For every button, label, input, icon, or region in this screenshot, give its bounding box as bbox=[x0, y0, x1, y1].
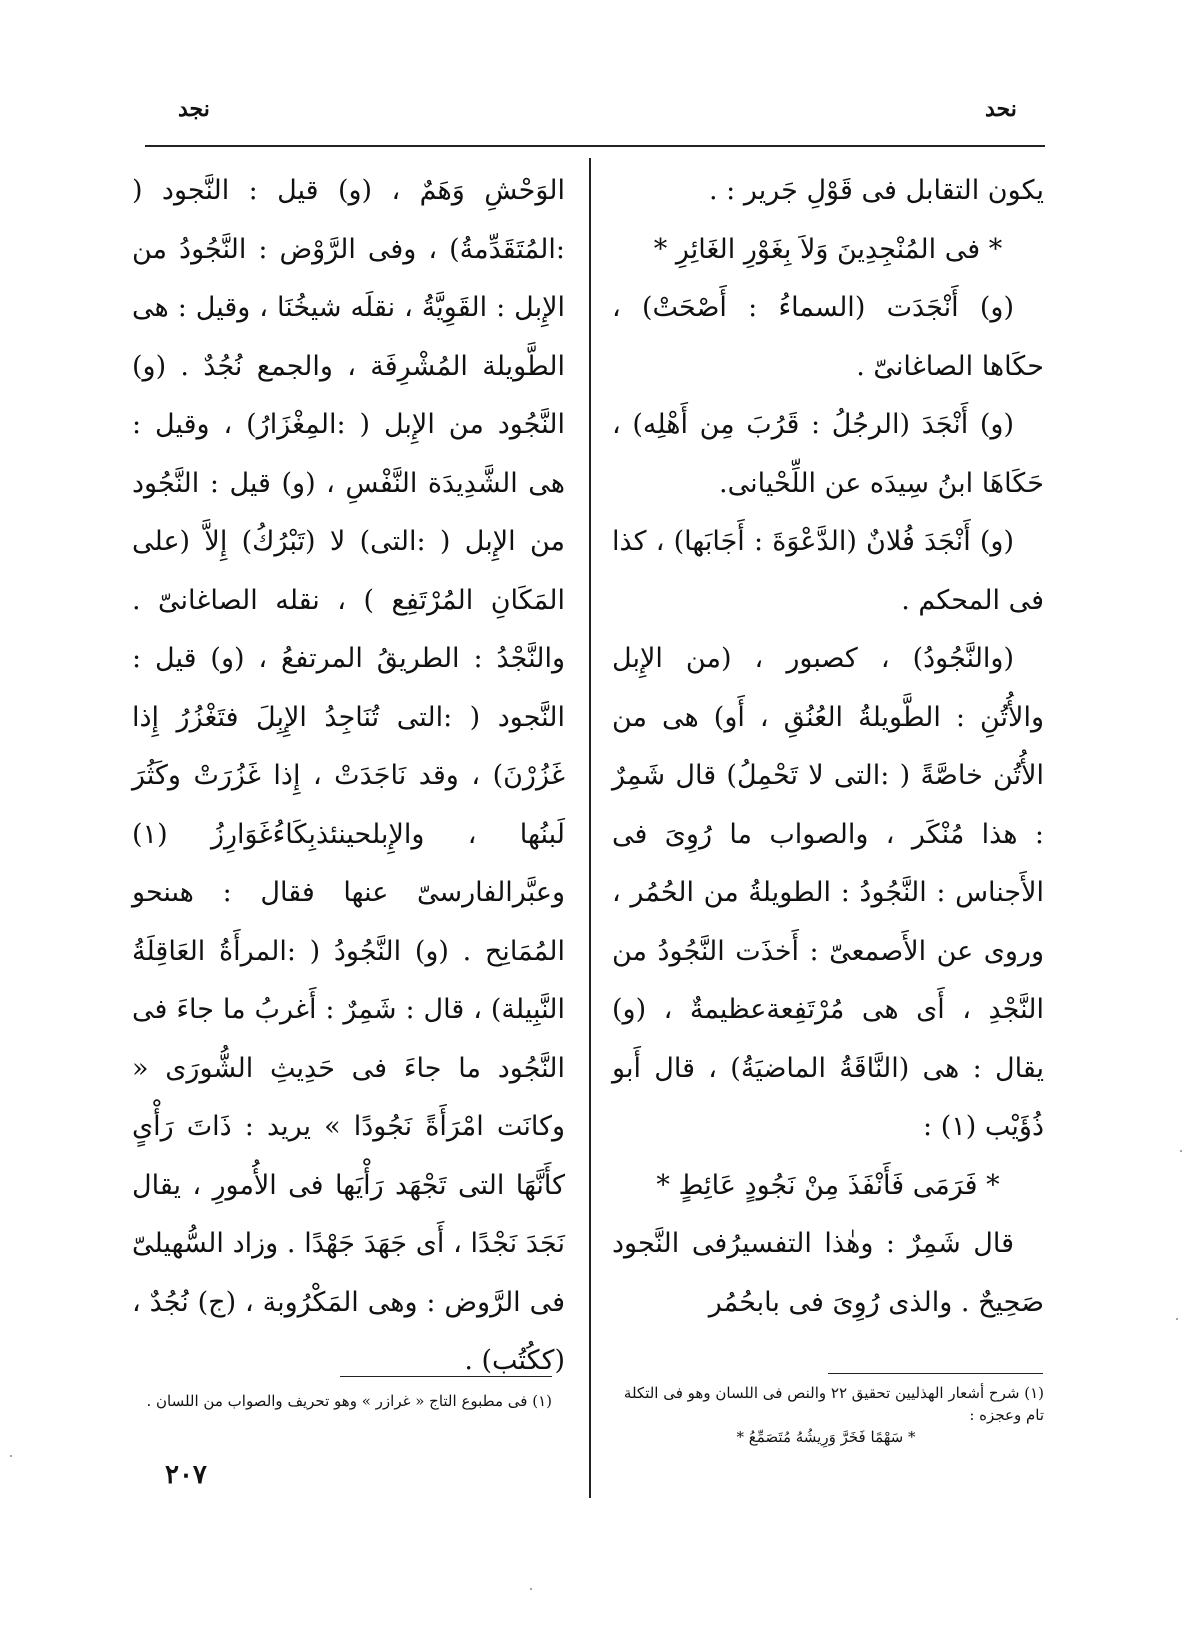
column-divider bbox=[589, 158, 591, 1498]
right-col-line: يكون التقابل فى قَوْلِ جَرير : . bbox=[709, 175, 1044, 206]
footnote-rule-right bbox=[828, 1373, 1043, 1374]
footnote-left bbox=[128, 1390, 552, 1412]
verse-line: * فَرَمَى فَأَنْفَذَ مِنْ نَجُودٍ عَائِطٍ * bbox=[656, 1169, 1000, 1201]
entry-paragraph: (و) أَنْجَدَت (السماءُ : أَصْحَتْ) ، حكَاها الصاغانىّ . bbox=[612, 292, 1044, 382]
right-column bbox=[612, 162, 1044, 1332]
entry-paragraph: الوَحْشِ وَهَمٌ ، (و) قيل : النَّجود ( :المُتَقَدِّمةُ) ، وفى الرَّوْض : النَّجُودُ من الإِبل : القَوِيَّةُ ، نقلَه شيخُنَا ، وقيل : هى الطَّويلة المُشْرِفَة ، والجمع نُجُدٌ . (و) النَّجُود من الإِبل ( :المِغْزَارُ) ، وقيل : هى الشَّدِيدَة النَّفْسِ ، (و) قيل : النَّجُود من الإِبل ( :التى) لا (تَبْرُكُ) إِلاَّ (على المَكَانِ المُرْتَفِع ) ، نقله الصاغانىّ . والنَّجْدُ : الطريقُ المرتفعُ ، (و) قيل : النَّجود ( :التى تُنَاجِدُ الإِبِلَ فتَغْزُرُ إِذا غَزُرْنَ) ، وقد نَاجَدَتْ ، إِذا غَزُرَتْ وكَثُرَ لَبنُها ، والإِبلحينئذبِكَاءُغَوَارِزُ (١) وعبَّرالفارسىّ عنها فقال : هىنحو المُمَانِح . (و) النَّجُودُ ( :المرأَةُ العَاقِلَةُ النَّبِيلة) ، قال : شَمِرٌ : أَغربُ ما جاءَ فى النَّجُود ما جاءَ فى حَدِيثِ الشُّورَى « وكانَت امْرَأَةً نَجُودًا » يريد : ذَاتَ رَأْىٍ كأَنَّهَا التى تَجْهَد رَأْيَها فى الأُمورِ ، يقال نَجَدَ نَجْدًا ، أَى جَهَدَ جَهْدًا . وزاد السُّهيلىّ فى الرَّوض : وهى المَكْرُوبة ، (ج) نُجُدٌ ، (ككُتُب) . bbox=[132, 175, 565, 1376]
header-rule bbox=[145, 145, 1045, 147]
scan-speck bbox=[1180, 1150, 1182, 1152]
scan-speck bbox=[530, 1588, 532, 1590]
verse-line: * فى المُنْجِدِينَ وَلاَ بِغَوْرِ الغَائِرِ * bbox=[653, 233, 1003, 265]
footnote-rule-left bbox=[340, 1376, 552, 1377]
scan-speck bbox=[1176, 1318, 1178, 1320]
entry-paragraph: قال شَمِرٌ : وهٰذا التفسيرُفى النَّجود صَحِيحٌ . والذى رُوِىَ فى بابحُمُر bbox=[612, 1228, 1044, 1318]
running-head-left: نجد bbox=[178, 96, 210, 122]
footnote-text: (١) فى مطبوع التاج « غرازر » وهو تحريف والصواب من اللسان . bbox=[146, 1392, 552, 1410]
footnote-verse: * سَهْمًا فَخَرَّ وَرِيشُهُ مُتَصَمِّعُ * bbox=[736, 1428, 916, 1446]
running-head-right: نحد bbox=[985, 96, 1017, 122]
entry-paragraph: (والنَّجُودُ) ، كصبور ، (من الإِبل والأُتُنِ : الطَّويلةُ العُنُقِ ، أَو) هى من الأُتُن خاصَّةً ( :التى لا تَحْمِلُ) قال شَمِرٌ : هذا مُنْكَر ، والصواب ما رُوِىَ فى الأَجناس : النَّجُودُ : الطويلةُ من الحُمُر ، وروى عن الأَصمعىّ : أَخذَت النَّجُودُ من النَّجْدِ ، أَى هى مُرْتَفِعةعظيمةٌ ، (و) يقال : هى (النَّاقَةُ الماضيَةُ) ، قال أَبو ذُؤَيْب (١) : bbox=[612, 643, 1044, 1142]
page-number: ٢٠٧ bbox=[165, 1460, 207, 1490]
footnote-text: (١) شرح أشعار الهذليين تحقيق ٢٢ والنص فى اللسان وهو فى التكلة تام وعجزه : bbox=[623, 1384, 1044, 1424]
footnote-right bbox=[608, 1382, 1044, 1448]
entry-paragraph: (و) أَنْجَدَ فُلانٌ (الدَّعْوَةَ : أَجَابَها) ، كذا فى المحكم . bbox=[612, 526, 1044, 616]
entry-paragraph: (و) أَنْجَدَ (الرجُلُ : قَرُبَ مِن أَهْلِه) ، حَكَاهَا ابنُ سِيدَه عن اللِّحْيانى. bbox=[612, 409, 1044, 499]
left-column bbox=[132, 162, 565, 1391]
scan-speck bbox=[10, 1455, 12, 1457]
